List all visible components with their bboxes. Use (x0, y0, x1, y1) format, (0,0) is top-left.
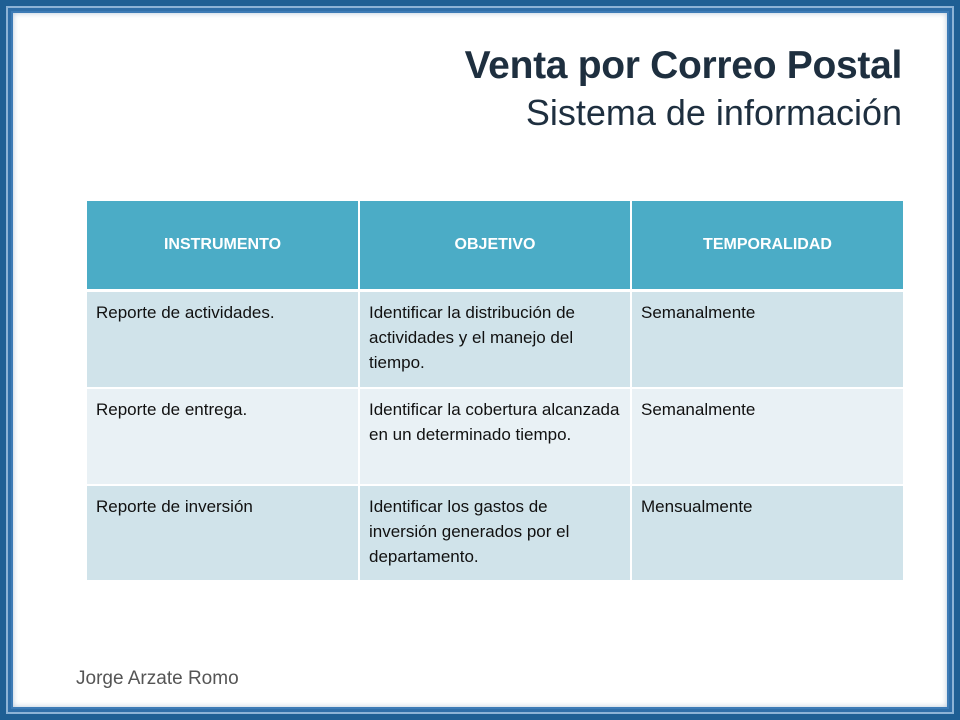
title-block (465, 42, 902, 136)
cell-objetivo: Identificar la cobertura alcanzada en un determinado tiempo. (359, 388, 631, 485)
footer-author: Jorge Arzate Romo (76, 668, 239, 689)
information-table (87, 201, 903, 582)
slide-subtitle: Sistema de información (525, 92, 902, 133)
cell-temporalidad: Mensualmente (631, 485, 903, 581)
table-row (87, 388, 903, 485)
table-row (87, 485, 903, 581)
header-temporalidad: TEMPORALIDAD (631, 201, 903, 291)
table-header-row (87, 201, 903, 291)
cell-instrumento: Reporte de actividades. (87, 291, 359, 389)
cell-temporalidad: Semanalmente (631, 388, 903, 485)
cell-objetivo: Identificar la distribución de actividades y el manejo del tiempo. (359, 291, 631, 389)
header-objetivo: OBJETIVO (359, 201, 631, 291)
slide-title: Venta por Correo Postal (464, 44, 902, 87)
table-row (87, 291, 903, 389)
cell-instrumento: Reporte de entrega. (87, 388, 359, 485)
cell-temporalidad: Semanalmente (631, 291, 903, 389)
cell-instrumento: Reporte de inversión (87, 485, 359, 581)
header-instrumento: INSTRUMENTO (87, 201, 359, 291)
cell-objetivo: Identificar los gastos de inversión generados por el departamento. (359, 485, 631, 581)
